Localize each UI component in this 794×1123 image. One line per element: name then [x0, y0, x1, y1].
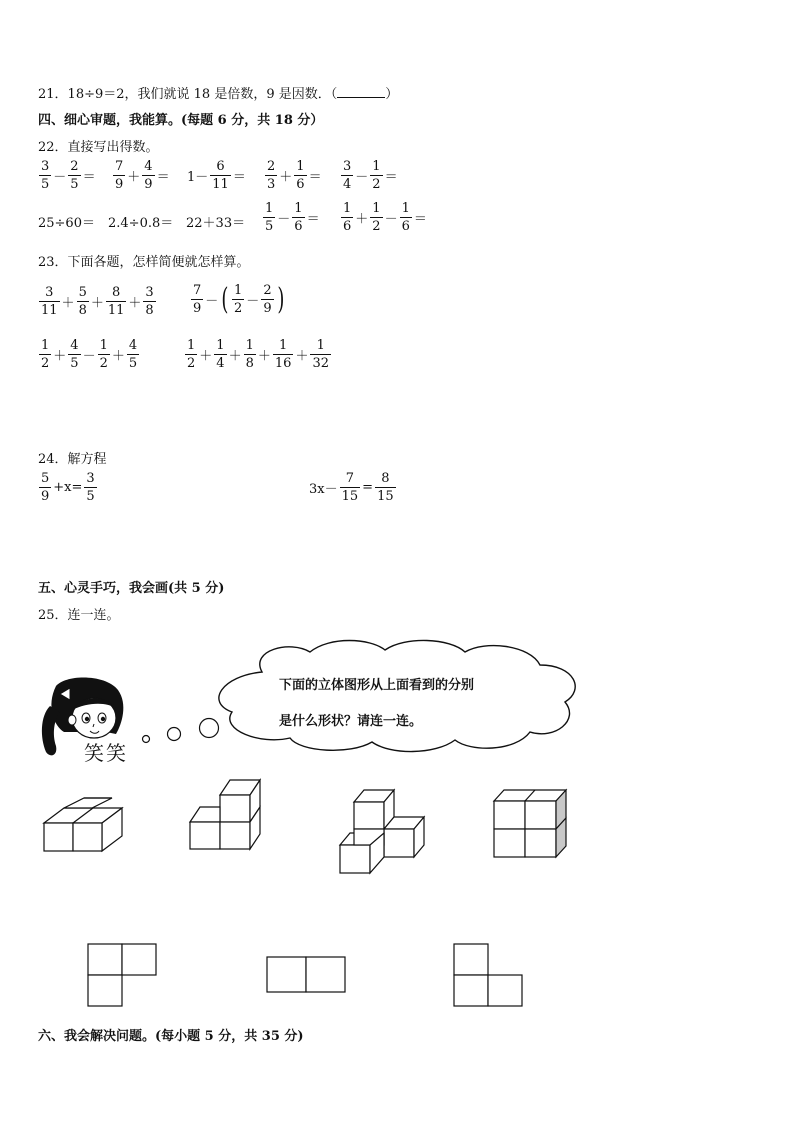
q22-r2-e1: 25÷60＝	[38, 216, 95, 231]
bubble-line-2: 是什么形状？请连一连。	[279, 714, 423, 729]
fraction: $\frac{1}{2}$	[372, 201, 381, 234]
fraction: $\frac{1}{2}$	[372, 159, 381, 192]
q24-eq2: 3x－ $\frac{7}{15}$ = $\frac{8}{15}$	[309, 471, 394, 504]
q21-close: ）	[385, 87, 399, 102]
fraction: $\frac{1}{6}$	[343, 201, 352, 234]
fraction: $\frac{3}{11}$	[41, 285, 58, 318]
fraction: $\frac{1}{2}$	[41, 338, 50, 371]
q22-title: 直接写出得数。	[67, 140, 159, 155]
q24-title: 解方程	[67, 452, 107, 467]
fraction: $\frac{1}{16}$	[274, 338, 292, 371]
fraction: $\frac{2}{9}$	[263, 283, 272, 316]
section6-title: 六、我会解决问题。(每小题 5 分，共 35 分)	[38, 1029, 304, 1044]
q22-r2-e3: 22＋33＝	[186, 216, 246, 231]
q22-r1-e1: $\frac{3}{5}$ － $\frac{2}{5}$ ＝	[41, 159, 96, 192]
q25-number: 25．	[38, 608, 68, 623]
q22-r1-e2: $\frac{7}{9}$ ＋ $\frac{4}{9}$ ＝	[115, 159, 170, 192]
fraction: $\frac{7}{9}$	[115, 159, 124, 192]
q24-eq1: $\frac{5}{9}$ +x= $\frac{3}{5}$	[41, 471, 95, 504]
right-paren: )	[276, 281, 284, 317]
section5-title: 五、心灵手巧，我会画(共 5 分)	[38, 581, 225, 596]
fraction: $\frac{7}{9}$	[193, 283, 202, 316]
q23-e2: $\frac{7}{9}$ － ( $\frac{1}{2}$ － $\frac{2}{9}$ )	[193, 281, 284, 317]
fraction: $\frac{5}{9}$	[41, 471, 50, 504]
fraction: $\frac{1}{32}$	[312, 338, 329, 371]
q25-title: 连一连。	[67, 608, 120, 623]
q23-number: 23．	[38, 255, 68, 270]
q24-number: 24．	[38, 452, 68, 467]
q23-e3: $\frac{1}{2}$ ＋ $\frac{4}{5}$ － $\frac{1}{2}$ ＋ $\frac{4}{5}$	[41, 338, 138, 371]
q21-text: 18÷9＝2，我们就说 18 是倍数，9 是因数．（	[67, 87, 338, 102]
q23-e1: $\frac{3}{11}$ ＋ $\frac{5}{8}$ ＋ $\frac{8}{11}$ ＋ $\frac{3}{8}$	[41, 285, 154, 318]
fraction: $\frac{1}{6}$	[294, 201, 303, 234]
fraction: $\frac{4}{9}$	[144, 159, 153, 192]
q22-r1-e4: $\frac{2}{3}$ ＋ $\frac{1}{6}$ ＝	[267, 159, 322, 192]
fraction: $\frac{4}{5}$	[70, 338, 79, 371]
fraction: $\frac{8}{15}$	[377, 471, 394, 504]
fraction: $\frac{1}{8}$	[245, 338, 254, 371]
fraction: $\frac{1}{2}$	[99, 338, 108, 371]
q22-r2-e4: $\frac{1}{5}$ － $\frac{1}{6}$ ＝	[265, 201, 320, 234]
fraction: $\frac{2}{3}$	[267, 159, 276, 192]
character-name-label: 笑笑	[84, 741, 128, 765]
fraction: $\frac{2}{5}$	[70, 159, 79, 192]
fraction: $\frac{8}{11}$	[107, 285, 125, 318]
fraction: $\frac{1}{6}$	[401, 201, 410, 234]
fraction: $\frac{4}{5}$	[128, 338, 138, 371]
q22-r2-e2: 2.4÷0.8＝	[108, 216, 174, 231]
q22-r2-e5: $\frac{1}{6}$ ＋ $\frac{1}{2}$ － $\frac{1}{6}$ ＝	[343, 201, 427, 234]
section4-title: 四、细心审题，我能算。(每题 6 分，共 18 分）	[38, 113, 324, 128]
view-shape-2	[267, 957, 345, 992]
view-shape-1	[88, 944, 156, 1006]
q23-title: 下面各题，怎样简便就怎样算。	[67, 255, 250, 270]
q22-r1-e5: $\frac{3}{4}$ － $\frac{1}{2}$ ＝	[343, 159, 398, 192]
q22-number: 22．	[38, 140, 68, 155]
fraction: $\frac{3}{4}$	[343, 159, 352, 192]
fraction: $\frac{6}{11}$	[212, 159, 229, 192]
fraction: $\frac{1}{2}$	[187, 338, 196, 371]
fraction: $\frac{5}{8}$	[78, 285, 87, 318]
fraction: $\frac{3}{5}$	[86, 471, 95, 504]
fraction: $\frac{1}{4}$	[216, 338, 225, 371]
view-shape-3	[454, 944, 522, 1006]
bubble-line-1: 下面的立体图形从上面看到的分别	[279, 678, 475, 693]
q21-number: 21．	[38, 87, 68, 102]
fraction: $\frac{3}{8}$	[145, 285, 154, 318]
fraction: $\frac{7}{15}$	[341, 471, 359, 504]
fraction: $\frac{3}{5}$	[41, 159, 50, 192]
q23-e4: $\frac{1}{2}$ ＋ $\frac{1}{4}$ ＋ $\frac{1}{8}$ ＋ $\frac{1}{16}$ ＋ $\frac{1}{32}$	[187, 338, 329, 371]
left-paren: (	[221, 281, 229, 317]
q22-r1-e3: 1－ $\frac{6}{11}$ ＝	[187, 159, 246, 192]
fraction: $\frac{1}{6}$	[296, 159, 305, 192]
fraction: $\frac{1}{5}$	[265, 201, 274, 234]
fraction: $\frac{1}{2}$	[234, 283, 243, 316]
